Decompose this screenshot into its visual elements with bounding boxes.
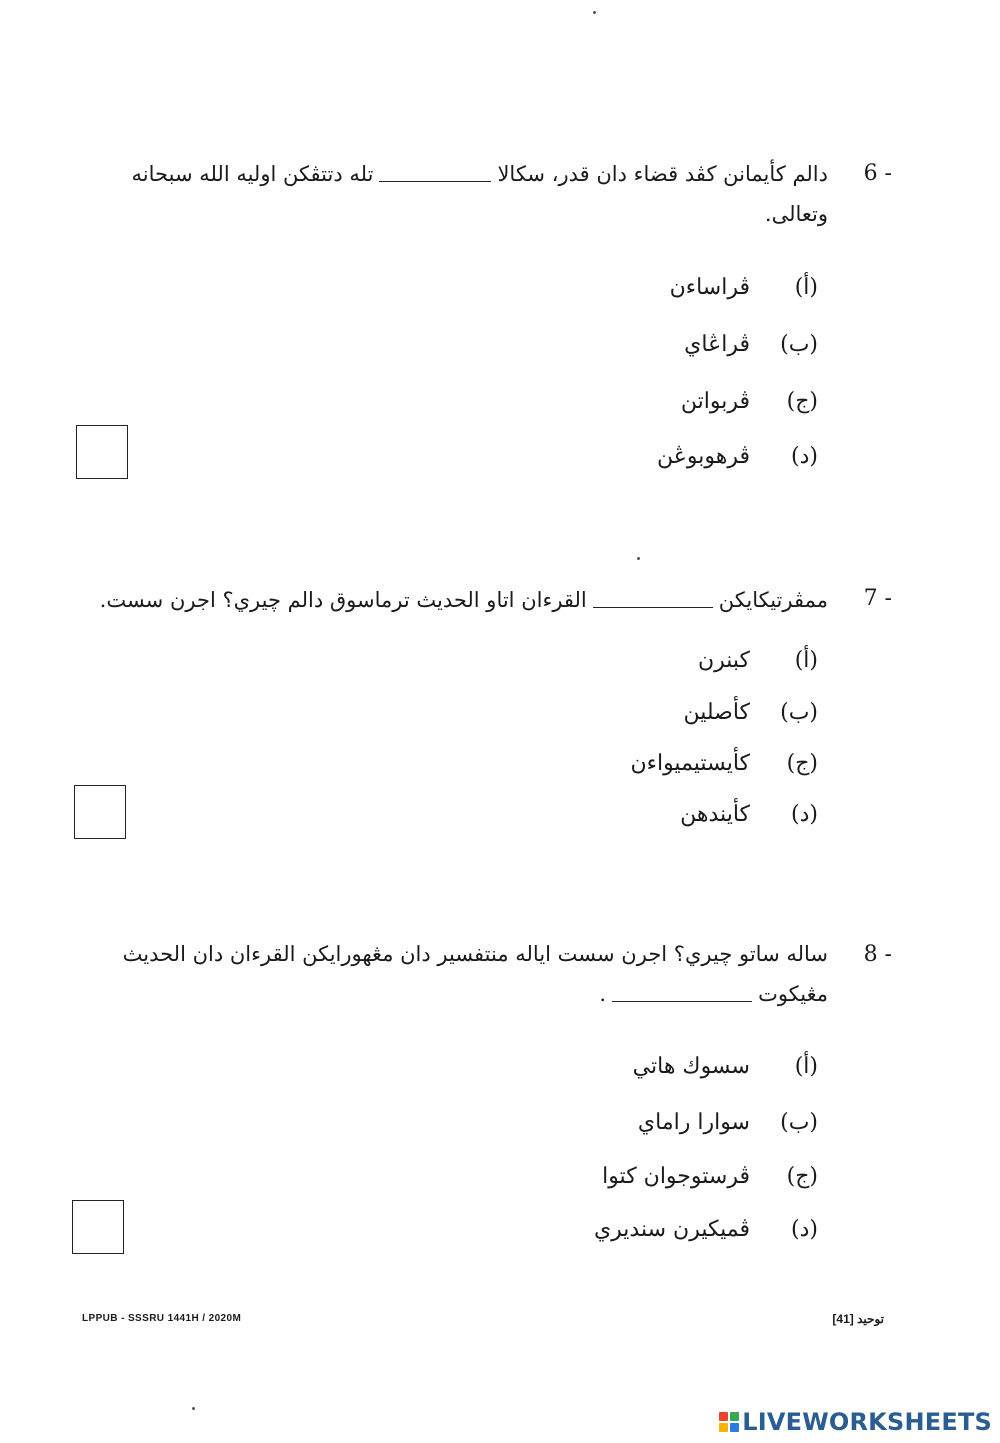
option-a [670, 267, 818, 307]
answer-blank [593, 595, 713, 608]
question-text-after: تله دتتڤكن اوليه الله سبحانه وتعالى. [131, 162, 828, 226]
liveworksheets-logo[interactable] [719, 1407, 992, 1437]
option-c [630, 743, 818, 783]
option-label: (د) [791, 443, 818, 469]
option-label: (أ) [794, 1053, 818, 1079]
option-b [684, 324, 818, 364]
question-text-before: ساله ساتو چيري؟ اجرن سست اياله منتفسير دان مڠهورايكن القرءان دان الحديث مڠيكوت [122, 942, 828, 1006]
option-text: كبنرن [697, 647, 750, 673]
question-text-after: القرءان اتاو الحديث ترماسوق دالم چيري؟ اجرن سست. [99, 588, 587, 612]
option-label: (أ) [794, 274, 818, 300]
logo-square [719, 1423, 728, 1432]
option-d [680, 794, 818, 834]
liveworksheets-wordmark: LIVEWORKSHEETS [742, 1408, 992, 1436]
option-b [638, 1102, 818, 1142]
option-text: سسوك هاتي [632, 1053, 750, 1079]
option-d [594, 1209, 818, 1249]
option-text: ڤربواتن [680, 388, 750, 414]
logo-square [719, 1412, 728, 1421]
answer-input-box[interactable] [74, 785, 126, 839]
option-text: ڤراڠاي [684, 331, 750, 357]
option-text: كأصلين [683, 699, 750, 725]
option-a [633, 1046, 818, 1086]
option-label: (أ) [794, 647, 818, 673]
option-c [681, 381, 818, 421]
option-text: ڤميكيرن سنديري [593, 1216, 750, 1242]
logo-square [730, 1412, 739, 1421]
question-text [83, 154, 828, 234]
option-label: (ج) [786, 750, 818, 776]
option-text: ڤرهوبوڠن [657, 443, 750, 469]
option-text: كأيستيميواءن [630, 750, 750, 776]
logo-square [730, 1423, 739, 1432]
liveworksheets-icon [719, 1412, 739, 1432]
footer-exam-code: LPPUB - SSSRU 1441H / 2020M [82, 1313, 242, 1324]
question-number: 7 - [863, 586, 892, 611]
answer-blank [612, 989, 752, 1002]
option-text: ڤراساءن [669, 274, 750, 300]
question-text-after: . [599, 982, 607, 1006]
option-label: (ب) [780, 1109, 818, 1135]
scan-speck [637, 557, 640, 560]
option-label: (ج) [786, 388, 818, 414]
option-label: (ب) [780, 331, 818, 357]
option-b [683, 692, 818, 732]
option-text: سوارا راماي [637, 1109, 750, 1135]
answer-input-box[interactable] [72, 1200, 124, 1254]
option-text: كأيندهن [680, 801, 750, 827]
answer-input-box[interactable] [76, 425, 128, 479]
scan-speck [593, 11, 596, 14]
question-text-before: دالم كأيمانن كڤد قضاء دان قدر، سكالا [497, 162, 828, 186]
question-number: 6 - [863, 161, 892, 186]
footer-subject-page: توحيد [41] [832, 1312, 884, 1326]
answer-blank [379, 169, 491, 182]
option-label: (د) [791, 1216, 818, 1242]
option-label: (ب) [780, 699, 818, 725]
option-a [698, 640, 818, 680]
option-c [602, 1156, 818, 1196]
question-text-before: ممڤرتيكايكن [718, 588, 828, 612]
option-label: (د) [791, 801, 818, 827]
question-text [88, 934, 828, 1014]
question-text [83, 580, 828, 620]
option-text: ڤرستوجوان كتوا [602, 1163, 750, 1189]
option-label: (ج) [786, 1163, 818, 1189]
option-d [657, 436, 818, 476]
scan-speck [192, 1407, 195, 1410]
question-number: 8 - [863, 942, 892, 967]
